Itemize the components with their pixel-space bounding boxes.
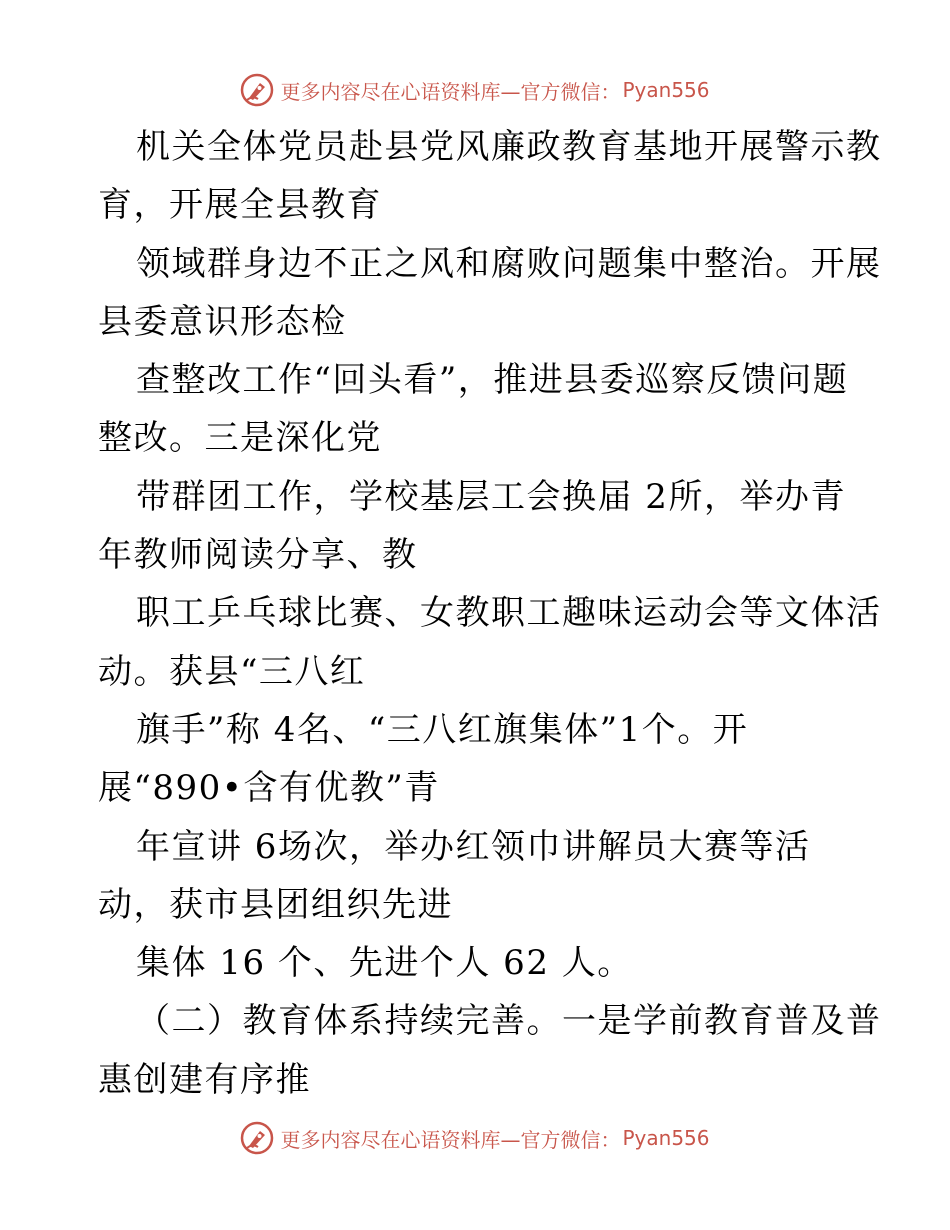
text-line: 领域群身边不正之风和腐败问题集中整治。开展 (136, 243, 882, 284)
watermark-text: 更多内容尽在心语资料库—官方微信： (280, 79, 621, 104)
text-line: 年教师阅读分享、教 (98, 535, 418, 576)
watermark-text: 更多内容尽在心语资料库—官方微信： (280, 1127, 621, 1152)
text-line: 动。获县“三八红 (98, 651, 366, 692)
text-line: 育，开展全县教育 (98, 185, 382, 226)
pen-nib-logo-icon (240, 1121, 274, 1155)
text-line: （二）教育体系持续完善。一是学前教育普及普 (136, 1001, 882, 1042)
text-line: 查整改工作“回头看”，推进县委巡察反馈问题 (136, 360, 849, 401)
text-line: 机关全体党员赴县党风廉政教育基地开展警示教 (136, 127, 882, 167)
text-line: 展“890•含有优教”青 (98, 768, 440, 809)
watermark-wechat-id: Pyan556 (622, 1126, 710, 1150)
text-line: 集体 16 个、先进个人 62 人。 (136, 943, 633, 984)
text-line: 年宣讲 6场次，举办红领巾讲解员大赛等活 (136, 826, 811, 867)
watermark-wechat-id: Pyan556 (622, 78, 710, 102)
text-line: 惠创建有序推 (98, 1059, 311, 1100)
text-line: 带群团工作，学校基层工会换届 2所，举办青 (136, 476, 846, 517)
header-watermark (0, 70, 950, 110)
text-line: 动，获市县团组织先进 (98, 884, 453, 925)
text-line: 整改。三是深化党 (98, 418, 382, 459)
footer-watermark (0, 1118, 950, 1158)
pen-nib-logo-icon (240, 73, 274, 107)
text-line: 旗手”称 4名、“三八红旗集体”1个。开 (136, 709, 749, 750)
text-line: 职工乒乓球比赛、女教职工趣味运动会等文体活 (136, 593, 882, 634)
document-body (98, 118, 882, 1109)
text-line: 县委意识形态检 (98, 301, 347, 342)
